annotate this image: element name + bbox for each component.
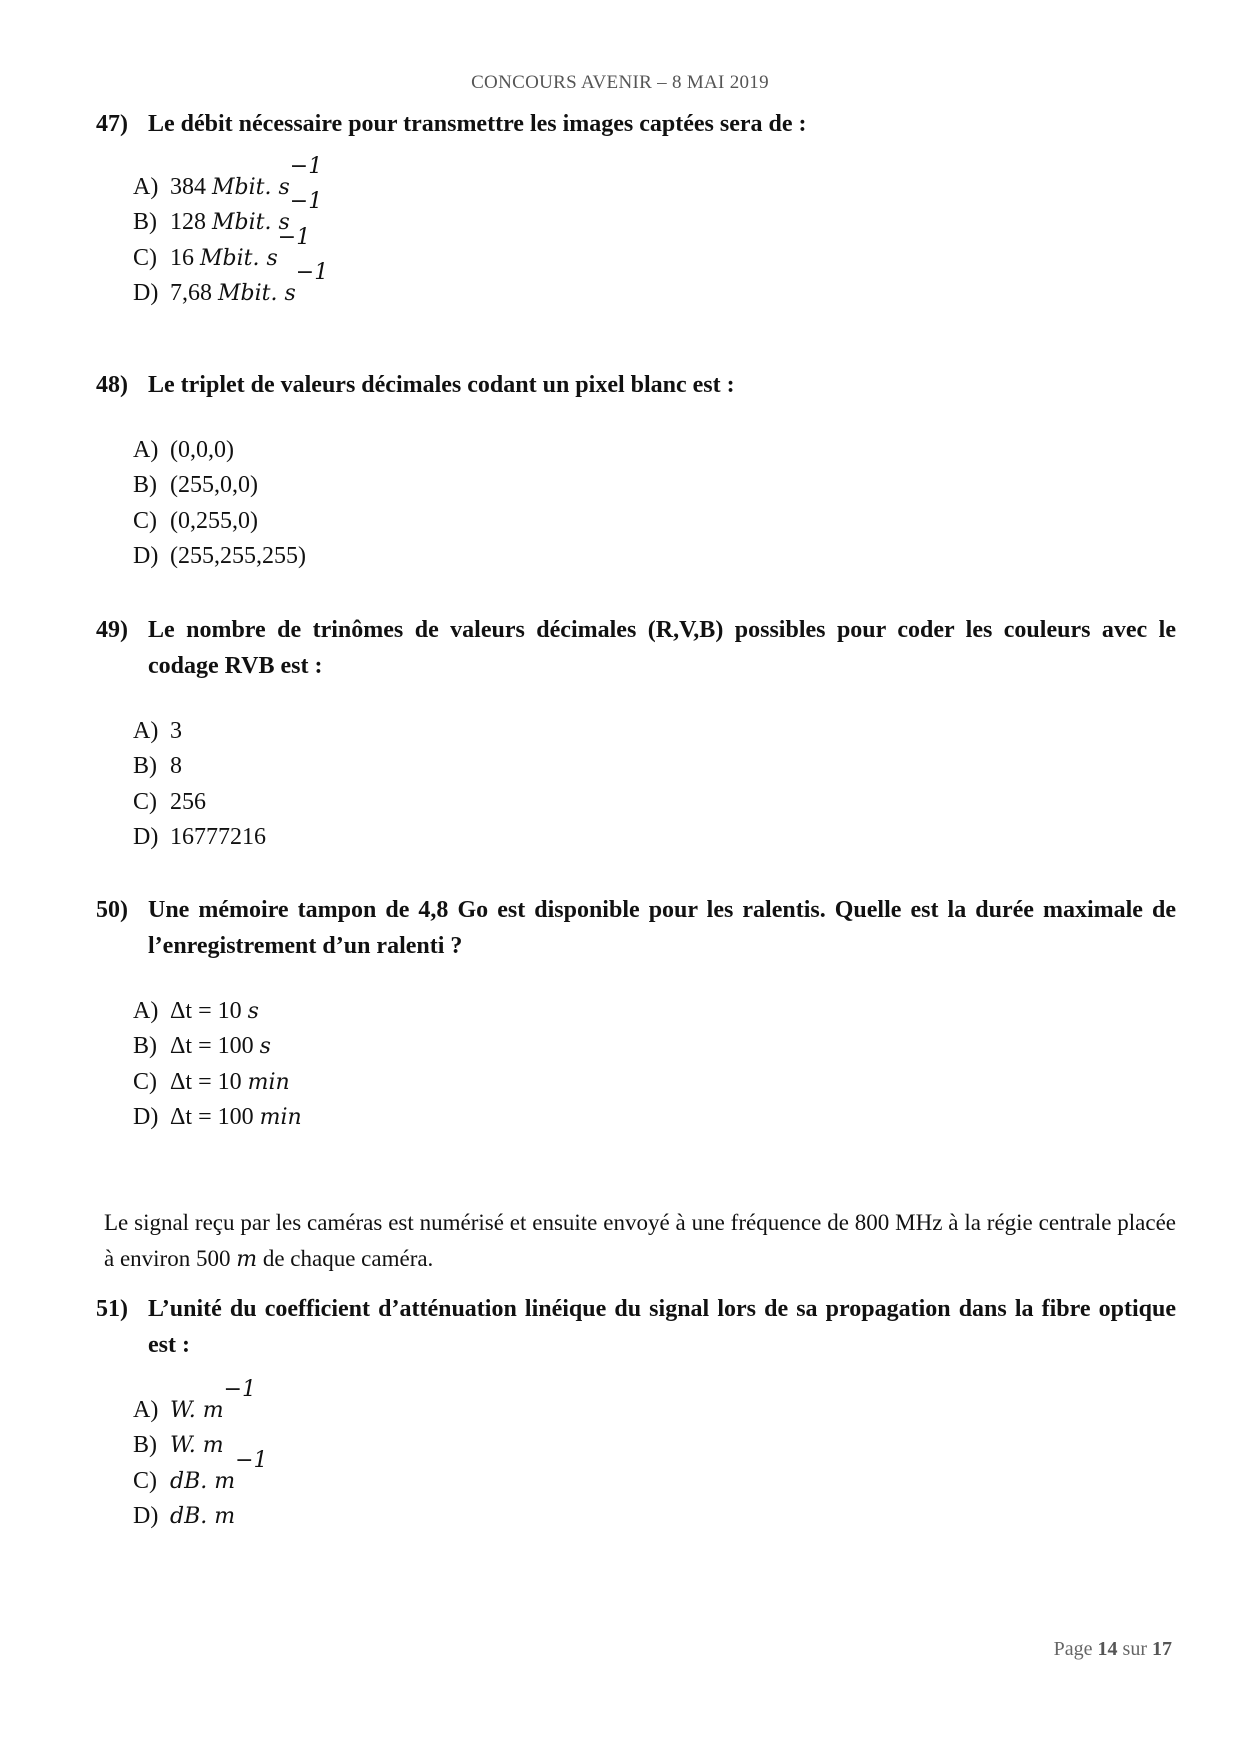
option-a: A) 3: [133, 718, 182, 744]
question-number: 47): [96, 111, 128, 137]
option-d: D) 7,68 Mbit. s $^{-1}$: [133, 259, 329, 306]
question-text: Le nombre de trinômes de valeurs décimales (R,V,B) possibles pour coder les couleurs avec le codage RVB est :: [148, 617, 1176, 679]
question-text: L’unité du coefficient d’atténuation linéique du signal lors de sa propagation dans la fibre optique est :: [148, 1296, 1176, 1358]
option-c: C) Δt = 10 min: [133, 1068, 290, 1095]
option-b: B) (255,0,0): [133, 472, 258, 499]
option-b: B) 128 Mbit. s $^{-1}$: [133, 189, 323, 236]
question-48: [96, 367, 1176, 574]
question-49: [96, 612, 1176, 855]
option-a: A) (0,0,0): [133, 437, 234, 463]
option-d: D) dB. m: [133, 1502, 236, 1529]
option-c: C) 256: [133, 788, 206, 815]
option-b: B) 8: [133, 753, 182, 780]
question-number: 48): [96, 372, 128, 398]
page-footer: Page 14 sur 17: [1053, 1638, 1172, 1660]
question-text: Le débit nécessaire pour transmettre les images captées sera de :: [148, 111, 807, 137]
question-number: 50): [96, 897, 128, 923]
question-number: 51): [96, 1296, 128, 1322]
option-c: C) (0,255,0): [133, 507, 258, 534]
question-47: [96, 106, 1176, 311]
question-51: [96, 1291, 1176, 1534]
question-50: [96, 892, 1176, 1135]
question-text: Une mémoire tampon de 4,8 Go est disponible pour les ralentis. Quelle est la durée maximale de l’enregistrement d’un ralenti ?: [148, 897, 1176, 959]
context-paragraph: Le signal reçu par les caméras est numérisé et ensuite envoyé à une fréquence de 800 MHz à la régie centrale placée à environ 500 m de chaque caméra.: [104, 1210, 1176, 1272]
page-header: CONCOURS AVENIR – 8 MAI 2019: [471, 72, 769, 93]
option-d: D) 16777216: [133, 823, 266, 850]
option-c: C) 16 Mbit. s $^{-1}$: [133, 224, 311, 271]
option-a: A) Δt = 10 s: [133, 998, 259, 1024]
option-d: D) Δt = 100 min: [133, 1103, 302, 1130]
question-number: 49): [96, 617, 128, 643]
option-a: A) 384 Mbit. s $^{-1}$: [133, 154, 323, 200]
option-b: B) W. m: [133, 1432, 224, 1459]
option-a: A) W. m $^{-1}$: [133, 1377, 257, 1423]
option-b: B) Δt = 100 s: [133, 1033, 271, 1060]
option-c: C) dB. m $^{-1}$: [133, 1447, 268, 1494]
question-text: Le triplet de valeurs décimales codant un pixel blanc est :: [148, 372, 735, 398]
option-d: D) (255,255,255): [133, 542, 306, 569]
